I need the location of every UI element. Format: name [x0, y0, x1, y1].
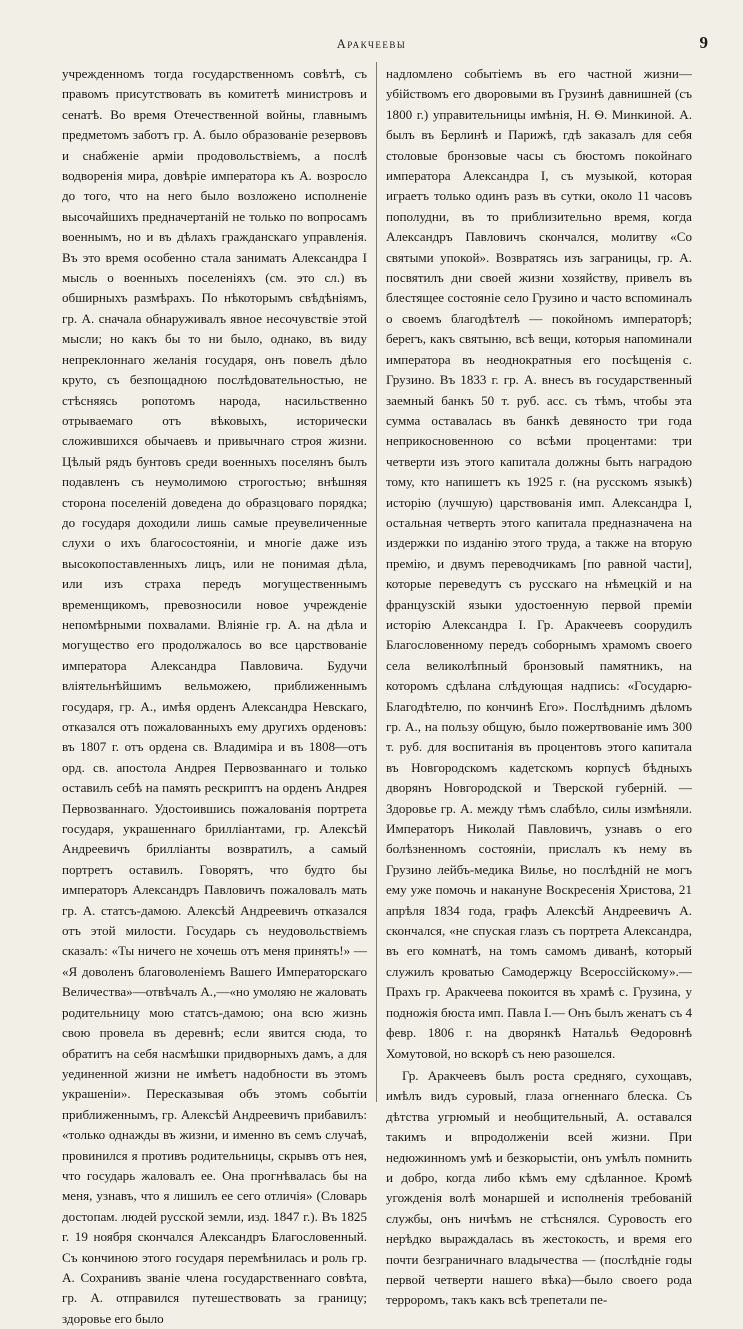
column-divider [376, 62, 377, 1102]
left-paragraph-1: учрежденномъ тогда государственномъ совѣтѣ, съ правомъ присутствовать въ комитетѣ министровъ и сенатѣ. Во время Отечественной войны, главнымъ предметомъ заботъ гр. А. было образованіе резервовъ и снабженіе арміи продовольствіемъ, а послѣ водворенія мира, довѣріе императора къ А. возросло до того, что на него было возложено исполненіе высочайшихъ предначертаній не только по вопросамъ военнымъ, но и въ дѣлахъ гражданскаго управленія. Въ это время особенно стала занимать Александра I мысль о военныхъ поселеніяхъ (см. это сл.) въ обширныхъ размѣрахъ. По нѣкоторымъ свѣдѣніямъ, гр. А. сначала обнаруживалъ явное несочувствіе этой мысли; но какъ бы то ни было, однако, въ виду непреклоннаго желанія государя, онъ повелъ дѣло круто, съ безпощадною послѣдовательностью, не стѣсняясь ропотомъ народа, насильственно отрываемаго отъ вѣковыхъ, исторически сложившихся обычаевъ и привычнаго строя жизни. Цѣлый рядъ бунтовъ среди военныхъ поселянъ былъ подавленъ съ неумолимою строгостью; внѣшняя сторона поселеній доведена до образцоваго порядка; до государя доходили лишь самые преувеличенные слухи о ихъ благосостояніи, и многіе даже изъ высокопоставленныхъ лицъ, или не понимая дѣла, или изъ страха передъ могущественнымъ временщикомъ, превозносили новое учрежденіе непомѣрными похвалами. Вліяніе гр. А. на дѣла и могущество его продолжалось во все царствованіе императора Александра Павловича. Будучи вліятельнѣйшимъ вельможею, приближеннымъ государя, гр. А., имѣя орденъ Александра Невскаго, отказался отъ пожалованныхъ ему другихъ орденовъ: въ 1807 г. отъ ордена св. Владиміра и въ 1808—отъ орд. св. апостола Андрея Первозваннаго и только оставилъ себѣ на память рескриптъ на орденъ Андрея Первозваннаго. Удостоившись пожалованія портрета государя, украшеннаго брилліантами, гр. Алексѣй Андреевичъ брилліанты возвратилъ, а самый портретъ оставилъ. Говорятъ, что будто бы императоръ Александръ Павловичъ пожаловалъ мать гр. А. статсъ-дамою. Алексѣй Андреевичъ отказался отъ этой милости. Государь съ неудовольствіемъ сказалъ: «Ты ничего не хочешь отъ меня принять!» — «Я доволенъ благоволеніемъ Вашего Императорскаго Величества»—отвѣчалъ А.,—«но умоляю не жаловать родительницу мою статсъ-дамою; она всю жизнь свою провела въ деревнѣ; если явится сюда, то обратитъ на себя насмѣшки придворныхъ дамъ, а для уединенной жизни не имѣетъ надобности въ этомъ украшеніи». Пересказывая объ этомъ событіи приближеннымъ, гр. Алексѣй Андреевичъ прибавилъ: «только однажды въ жизни, и именно въ семъ случаѣ, провинился я противъ родительницы, скрывъ отъ нея, что государь жаловалъ ее. Она прогнѣвалась бы на меня, узнавъ, что я лишилъ ее сего отличія» (Словарь достопам. людей русской земли, изд. 1847 г.). Въ 1825 г. 19 ноября скончался Александръ Благословенный. Съ кончиною этого государя перемѣнилась и роль гр. А. Сохранивъ званіе члена государственнаго совѣта, гр. А. отправился путешествовать за границу; здоровье его было [62, 66, 367, 1326]
running-head: Аракчеевы [336, 37, 407, 51]
left-column [62, 64, 367, 1326]
right-column [386, 64, 692, 1308]
right-paragraph-2: Гр. Аракчеевъ былъ роста средняго, сухощавъ, имѣлъ видъ суровый, глаза огненнаго блеска. Съ дѣтства угрюмый и необщительный, А. оставался такимъ и впродолженіи всей жизни. При недюжинномъ умѣ и безкорыстіи, онъ умѣлъ помнить и добро, когда либо кѣмъ ему сдѣланное. Кромѣ угожденія волѣ монаршей и исполненія требованій службы, онъ ничѣмъ не стѣснялся. Суровость его нерѣдко выраждалась въ жестокость, и время его почти безграничнаго владычества — (послѣдніе годы первой четверти нашего вѣка)—было своего рода терроромъ, такъ какъ всѣ трепетали пе- [386, 1067, 692, 1308]
page-header [0, 0, 743, 60]
page-number: 9 [699, 33, 708, 52]
right-paragraph-1: надломлено событіемъ въ его частной жизни—убійствомъ его дворовыми въ Грузинѣ давнишней (съ 1800 г.) управительницы имѣнія, Н. Ѳ. Минкиной. А. былъ въ Берлинѣ и Парижѣ, гдѣ заказалъ для себя столовые бронзовые часы съ бюстомъ покойнаго императора Александра I, съ музыкой, которая играетъ только одинъ разъ въ сутки, около 11 часовъ пополудни, въ то приблизительно время, когда Александръ Павловичъ скончался, молитву «Со святыми упокой». Возвратясь изъ заграницы, гр. А. посвятилъ дни своей жизни хозяйству, привелъ въ блестящее состояніе село Грузино и часто вспоминалъ о своемъ благодѣтелѣ — покойномъ императорѣ; берегъ, какъ святыню, всѣ вещи, которыя напоминали императора въ неоднократныя его посѣщенія с. Грузино. Въ 1833 г. гр. А. внесъ въ государственный заемный банкъ 50 т. руб. асс. съ тѣмъ, чтобы эта сумма оставалась въ банкѣ девяносто три года неприкосновенною со всѣми процентами: три четверти изъ этого капитала должны быть наградою тому, кто напишетъ къ 1925 г. (на русскомъ языкѣ) исторію (лучшую) царствованія имп. Александра I, остальная четверть этого капитала предназначена на издержки по изданію этого труда, а также на вторую премію, и двумъ переводчикамъ [по равной части], которые переведутъ съ русскаго на нѣмецкій и на французскій языки удостоенную первой преміи исторію Александра I. Гр. Аракчеевъ соорудилъ Благословенному передъ соборнымъ храмомъ своего села великолѣпный бронзовый памятникъ, на которомъ сдѣлана слѣдующая надпись: «Государю-Благодѣтелю, по кончинѣ Его». Послѣднимъ дѣломъ гр. А., на пользу общую, было пожертвованіе имъ 300 т. руб. для воспитанія въ процентовъ этого капитала въ Новгородскомъ кадетскомъ корпусѣ бѣдныхъ дворянъ Новгородской и Тверской губерній. — Здоровье гр. А. между тѣмъ слабѣло, силы измѣняли. Императоръ Николай Павловичъ, узнавъ о его болѣзненномъ состояніи, прислалъ къ нему въ Грузино лейбъ-медика Вилье, но послѣдній не могъ ему уже помочь и накануне Воскресенія Христова, 21 апрѣля 1834 года, графъ Алексѣй Андреевичъ А. скончался, «не спуская глазъ съ портрета Александра, въ его комнатѣ, на томъ самомъ диванѣ, который служилъ кроватью Самодержцу Всероссійскому».—Прахъ гр. Аракчеева покоится въ храмѣ с. Грузина, у подножія бюста имп. Павла I.— Онъ былъ женатъ съ 4 февр. 1806 г. на дворянкѣ Натальѣ Ѳедоровнѣ Хомутовой, но вскорѣ съ нею разошелся. [386, 66, 692, 1061]
